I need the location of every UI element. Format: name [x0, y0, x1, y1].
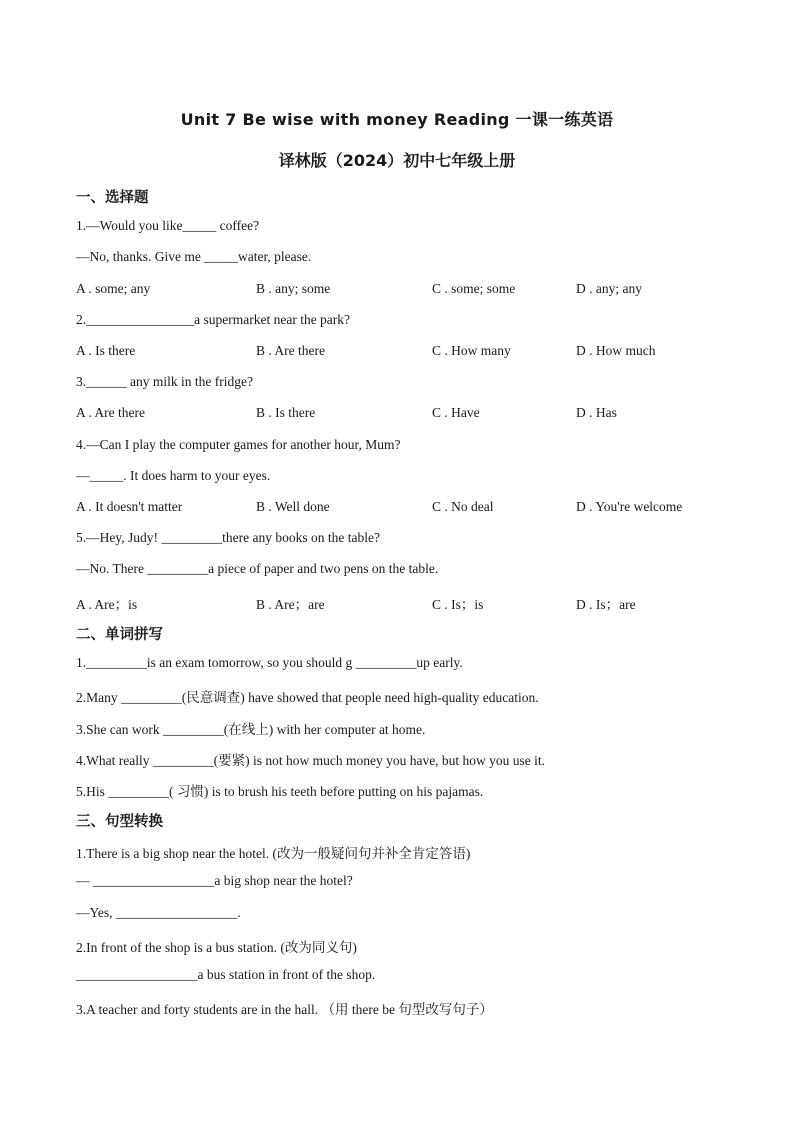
question-4-line-2: —_____. It does harm to your eyes.: [76, 468, 271, 483]
question-3-option-b: B . Is there: [256, 405, 316, 420]
question-5-line-2: —No. There _________a piece of paper and two pens on the table.: [76, 561, 439, 576]
transform-item-1-answer: —Yes, __________________.: [76, 905, 241, 920]
question-5-option-a: A . Are；is: [76, 597, 138, 612]
question-1-option-d: D . any; any: [576, 281, 642, 296]
question-2-stem: 2.________________a supermarket near the park?: [76, 312, 351, 327]
question-5-line-1: 5.—Hey, Judy! _________there any books on the table?: [76, 530, 380, 545]
question-5-option-d: D . Is；are: [576, 597, 636, 612]
question-1-option-b: B . any; some: [256, 281, 331, 296]
spelling-item-5: 5.His _________( 习惯) is to brush his teeth before putting on his pajamas.: [76, 784, 484, 799]
section-heading-choice: 一、选择题: [76, 190, 149, 206]
question-2-option-b: B . Are there: [256, 343, 325, 358]
transform-item-3: 3.A teacher and forty students are in the hall. （用 there be 句型改写句子）: [76, 1002, 493, 1017]
question-5-option-c: C . Is；is: [432, 597, 484, 612]
page-title: Unit 7 Be wise with money Reading 一课一练英语: [180, 110, 614, 129]
question-4-line-1: 4.—Can I play the computer games for another hour, Mum?: [76, 437, 401, 452]
section-heading-transform: 三、句型转换: [76, 814, 163, 830]
question-2-option-c: C . How many: [432, 343, 511, 358]
question-1-option-c: C . some; some: [432, 281, 516, 296]
question-1-line-2: —No, thanks. Give me _____water, please.: [76, 249, 312, 264]
transform-item-2: 2.In front of the shop is a bus station. (改为同义句): [76, 940, 357, 955]
question-3-option-d: D . Has: [576, 405, 617, 420]
page-subtitle: 译林版（2024）初中七年级上册: [278, 151, 516, 170]
question-4-option-a: A . It doesn't matter: [76, 499, 183, 514]
question-4-option-d: D . You're welcome: [576, 499, 683, 514]
question-3-option-c: C . Have: [432, 405, 480, 420]
question-1-line-1: 1.—Would you like_____ coffee?: [76, 218, 260, 233]
question-2-option-a: A . Is there: [76, 343, 136, 358]
spelling-item-4: 4.What really _________(要紧) is not how much money you have, but how you use it.: [76, 753, 546, 768]
question-3-stem: 3.______ any milk in the fridge?: [76, 374, 253, 389]
spelling-item-1: 1._________is an exam tomorrow, so you should g _________up early.: [76, 655, 463, 670]
spelling-item-2: 2.Many _________(民意调查) have showed that people need high-quality education.: [76, 690, 539, 705]
question-1-option-a: A . some; any: [76, 281, 151, 296]
transform-item-1: 1.There is a big shop near the hotel. (改为一般疑问句并补全肯定答语): [76, 846, 471, 861]
transform-item-2-answer: __________________a bus station in front of the shop.: [76, 967, 376, 982]
section-heading-spelling: 二、单词拼写: [76, 627, 163, 643]
question-3-option-a: A . Are there: [76, 405, 145, 420]
question-2-option-d: D . How much: [576, 343, 656, 358]
question-4-option-b: B . Well done: [256, 499, 330, 514]
spelling-item-3: 3.She can work _________(在线上) with her computer at home.: [76, 722, 426, 737]
transform-item-1-question: — __________________a big shop near the hotel?: [76, 873, 353, 888]
question-4-option-c: C . No deal: [432, 499, 494, 514]
question-5-option-b: B . Are；are: [256, 597, 325, 612]
